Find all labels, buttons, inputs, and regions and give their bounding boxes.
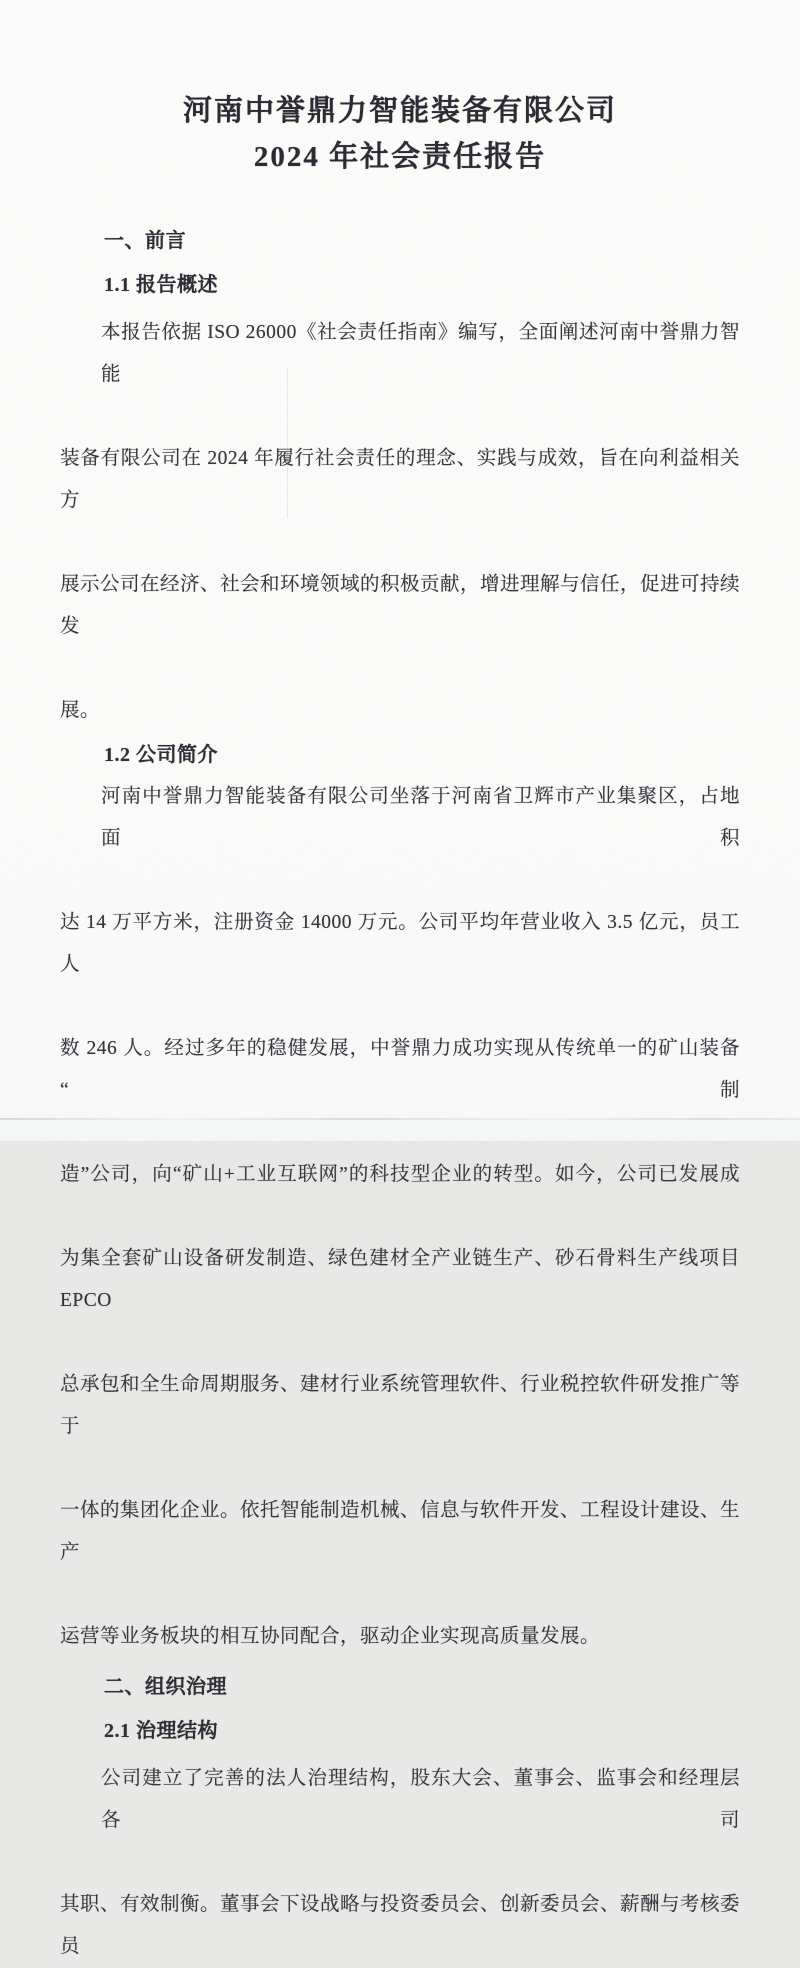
paragraph-line: 装备有限公司在 2024 年履行社会责任的理念、实践与成效，旨在向利益相关方 bbox=[60, 448, 740, 511]
sub-heading: 1.2 公司简介 bbox=[104, 744, 218, 766]
paragraph-line: 数 246 人。经过多年的稳健发展，中誉鼎力成功实现从传统单一的矿山装备“制 bbox=[60, 1038, 740, 1101]
paragraph-line: 展。 bbox=[60, 700, 101, 721]
paragraph-line: 展示公司在经济、社会和环境领域的积极贡献，增进理解与信任，促进可持续发 bbox=[60, 574, 741, 637]
sub-heading: 1.1 报告概述 bbox=[104, 274, 218, 296]
paragraph-line: 本报告依据 ISO 26000《社会责任指南》编写，全面阐述河南中誉鼎力智能 bbox=[101, 322, 740, 385]
paragraph bbox=[60, 312, 740, 732]
paragraph-line: 一体的集团化企业。依托智能制造机械、信息与软件开发、工程设计建设、生产 bbox=[60, 1500, 741, 1563]
page-content bbox=[60, 0, 740, 1968]
paragraph-line: 造”公司，向“矿山+工业互联网”的科技型企业的转型。如今，公司已发展成 bbox=[60, 1164, 740, 1185]
report-title-line-1: 河南中誉鼎力智能装备有限公司 bbox=[182, 95, 617, 127]
paragraph-line: 其职、有效制衡。董事会下设战略与投资委员会、创新委员会、薪酬与考核委员 bbox=[60, 1894, 741, 1957]
report-title-line-2: 2024 年社会责任报告 bbox=[253, 141, 547, 173]
paragraph-line: 达 14 万平方米，注册资金 14000 万元。公司平均年营业收入 3.5 亿元，员工人 bbox=[60, 912, 740, 975]
section-heading: 一、前言 bbox=[104, 230, 186, 252]
paragraph bbox=[60, 1758, 740, 1968]
paragraph-line: 为集全套矿山设备研发制造、绿色建材全产业链生产、砂石骨料生产线项目 EPCO bbox=[60, 1248, 740, 1311]
paragraph-line: 运营等业务板块的相互协同配合，驱动企业实现高质量发展。 bbox=[60, 1626, 601, 1647]
sub-heading: 2.1 治理结构 bbox=[104, 1720, 218, 1742]
document-body bbox=[60, 220, 740, 1968]
report-title bbox=[60, 0, 740, 180]
paragraph-line: 总承包和全生命周期服务、建材行业系统管理软件、行业税控软件研发推广等于 bbox=[60, 1374, 741, 1437]
paragraph-line: 河南中誉鼎力智能装备有限公司坐落于河南省卫辉市产业集聚区，占地面积 bbox=[101, 786, 740, 849]
paragraph-line: 公司建立了完善的法人治理结构，股东大会、董事会、监事会和经理层各司 bbox=[101, 1768, 740, 1831]
section-heading: 二、组织治理 bbox=[104, 1676, 227, 1698]
paragraph bbox=[60, 776, 740, 1658]
